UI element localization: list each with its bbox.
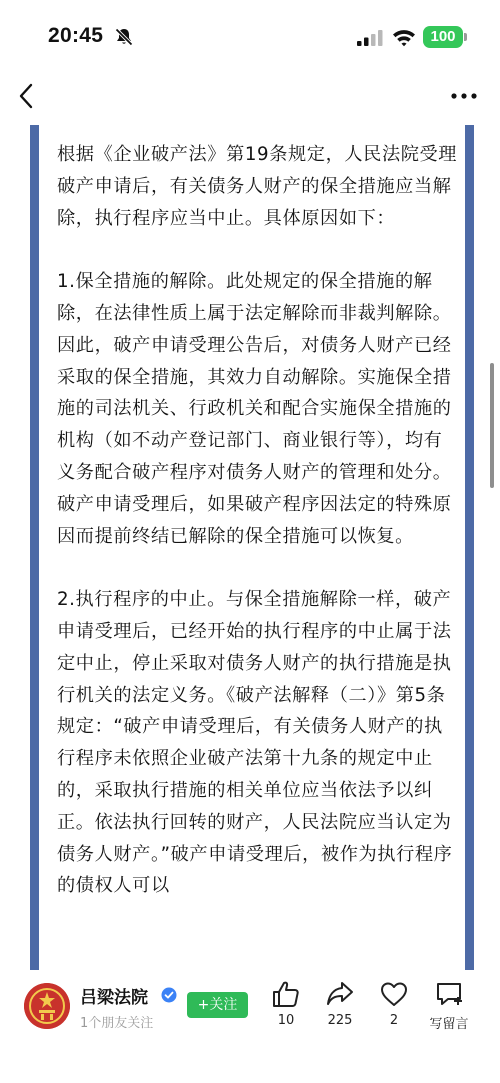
nav-bar <box>0 70 500 125</box>
favorite-count: 2 <box>389 1013 399 1028</box>
like-count: 10 <box>277 1013 295 1028</box>
account-avatar[interactable] <box>24 983 70 1029</box>
paragraph-preservation: 1.保全措施的解除。此处规定的保全措施的解除，在法律性质上属于法定解除而非裁判解除。因此，破产申请受理公告后，对债务人财产已经采取的保全措施，其效力自动解除。实施保全措施的司法机关、行政机关和配合实施保全措施的机构（如不动产登记部门、商业银行等），均有义务配合破产程序对债务人财产的管理和处分。破产申请受理后，如果破产程序因法定的特殊原因而提前终结已解除的保全措施可以恢复。 <box>57 271 452 547</box>
verified-icon <box>161 987 177 1003</box>
paragraph-intro: 根据《企业破产法》第19条规定，人民法院受理破产申请后，有关债务人财产的保全措施应当解除，执行程序应当中止。具体原因如下： <box>57 144 458 229</box>
comment-button[interactable] <box>419 980 479 1040</box>
comment-label: 写留言 <box>429 1017 469 1032</box>
status-time: 20:45 <box>48 24 104 47</box>
battery-indicator: 100 <box>423 26 463 48</box>
battery-tip <box>464 33 467 41</box>
heart-icon <box>379 980 409 1008</box>
court-emblem-icon <box>24 983 70 1029</box>
thumbs-up-icon <box>271 980 301 1008</box>
paragraph-gap <box>57 552 461 584</box>
back-icon[interactable] <box>15 82 39 110</box>
account-name[interactable]: 吕梁法院 <box>80 988 148 1008</box>
bottom-bar <box>0 970 500 1083</box>
favorite-button[interactable] <box>364 980 424 1040</box>
scrollbar[interactable] <box>490 363 494 488</box>
share-count: 225 <box>327 1013 353 1028</box>
share-icon <box>325 980 355 1008</box>
bell-slash-icon <box>114 27 134 47</box>
article-body <box>57 139 461 902</box>
paragraph-gap <box>57 234 461 266</box>
comment-icon <box>434 980 464 1008</box>
like-button[interactable] <box>256 980 316 1040</box>
share-button[interactable] <box>310 980 370 1040</box>
wifi-icon <box>392 27 416 47</box>
signal-icon <box>357 30 383 46</box>
article-card <box>30 125 474 970</box>
more-icon[interactable] <box>450 92 478 100</box>
friends-follow-count: 1个朋友关注 <box>80 1016 154 1031</box>
status-bar <box>0 0 500 70</box>
follow-button[interactable]: +关注 <box>187 992 248 1018</box>
paragraph-execution: 2.执行程序的中止。与保全措施解除一样，破产申请受理后，已经开始的执行程序的中止属于法定中止，停止采取对债务人财产的执行措施是执行机关的法定义务。《破产法解释（二）》第5条规定：“破产申请受理后，有关债务人财产的执行程序未依照企业破产法第十九条的规定中止的，采取执行措施的相关单位应当依法予以纠正。依法执行回转的财产，人民法院应当认定为债务人财产。”破产申请受理后，被作为执行程序的债权人可以 <box>57 589 453 897</box>
